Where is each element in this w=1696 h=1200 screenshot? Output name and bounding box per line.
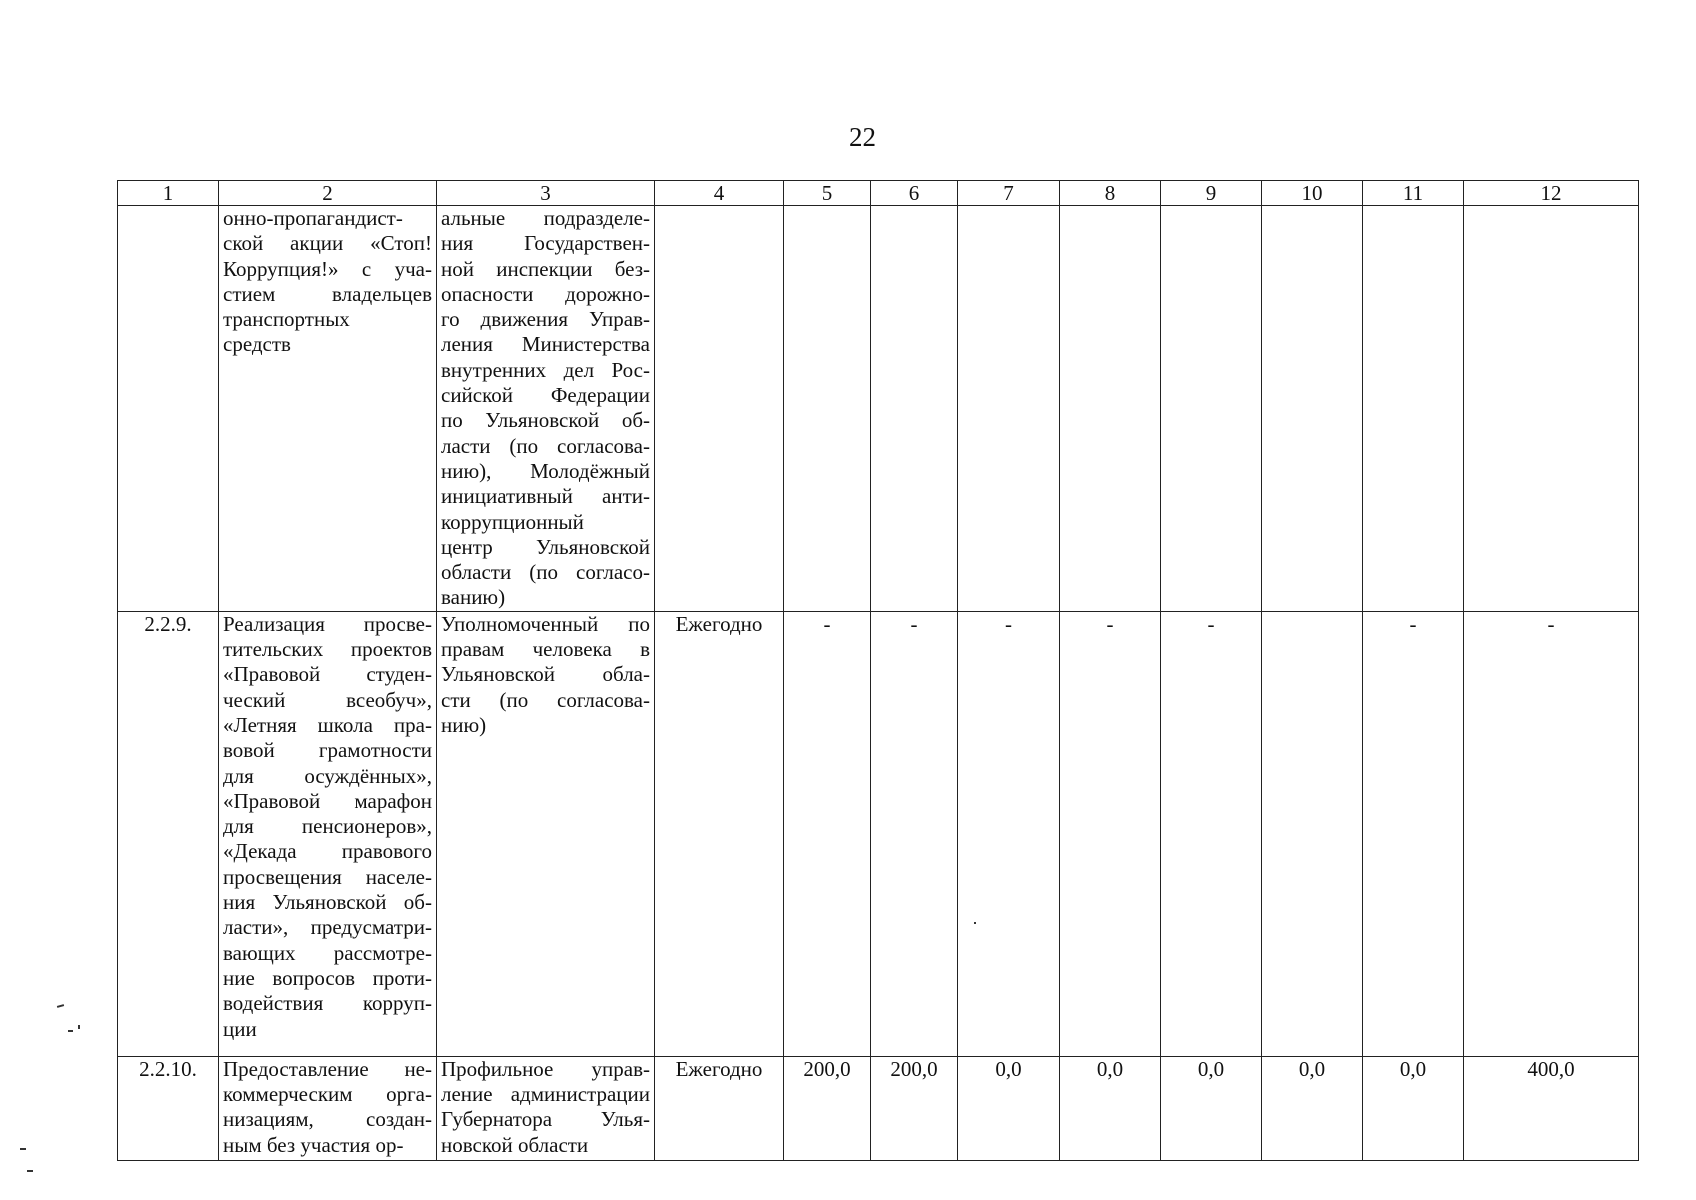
event-description <box>219 206 437 612</box>
text-line: ванию) <box>441 585 506 610</box>
text-line: нию) <box>441 712 487 737</box>
scan-mark <box>68 1030 73 1032</box>
text-line: низациям, создан- <box>223 1107 432 1132</box>
text-line: Уполномоченный по <box>441 611 650 636</box>
text-line: ния Государствен- <box>441 231 650 256</box>
header-cell: 8 <box>1060 181 1161 206</box>
text-line: Ульяновской обла- <box>441 662 650 687</box>
responsible-executor <box>437 1056 655 1160</box>
text-line: нию), Молодёжный <box>441 458 650 483</box>
text-line: ческий всеобуч», <box>223 687 432 712</box>
value-cell: - <box>871 611 958 1056</box>
period: Ежегодно <box>655 1056 784 1160</box>
header-cell: 7 <box>958 181 1060 206</box>
value-cell <box>1262 206 1363 612</box>
header-cell: 9 <box>1161 181 1262 206</box>
text-line: просвещения населе- <box>223 864 432 889</box>
text-line: средств <box>223 332 291 357</box>
text-line: сти (по согласова- <box>441 687 650 712</box>
header-cell: 4 <box>655 181 784 206</box>
period: Ежегодно <box>655 611 784 1056</box>
table-row <box>118 611 1639 1056</box>
value-cell <box>1060 206 1161 612</box>
value-cell: - <box>1363 611 1464 1056</box>
header-cell: 1 <box>118 181 219 206</box>
scan-mark <box>57 1004 64 1008</box>
text-line: вовой грамотности <box>223 738 432 763</box>
value-cell: 0,0 <box>1060 1056 1161 1160</box>
page-number: 22 <box>849 122 876 152</box>
event-description <box>219 1056 437 1160</box>
text-line: инициативный анти- <box>441 484 650 509</box>
event-description <box>219 611 437 1056</box>
header-cell: 2 <box>219 181 437 206</box>
value-cell: - <box>1060 611 1161 1056</box>
value-cell: 0,0 <box>1161 1056 1262 1160</box>
value-cell: - <box>784 611 871 1056</box>
text-line: стием владельцев <box>223 281 432 306</box>
text-line: водействия корруп- <box>223 991 432 1016</box>
text-line: внутренних дел Рос- <box>441 357 650 382</box>
text-line: тительских проектов <box>223 637 432 662</box>
text-line: Коррупция!» с уча- <box>223 256 432 281</box>
text-line: по Ульяновской об- <box>441 408 650 433</box>
text-line: ным без участия ор- <box>223 1132 404 1157</box>
text-line: «Декада правового <box>223 839 432 864</box>
program-table <box>117 180 1639 1161</box>
text-line: онно-пропагандист- <box>223 206 403 230</box>
text-line: ния Ульяновской об- <box>223 890 432 915</box>
value-cell: 0,0 <box>1363 1056 1464 1160</box>
value-cell: 200,0 <box>871 1056 958 1160</box>
header-row <box>118 181 1639 206</box>
value-cell <box>784 206 871 612</box>
header-cell: 11 <box>1363 181 1464 206</box>
text-line: вающих рассмотре- <box>223 940 432 965</box>
text-line: альные подразделе- <box>441 206 650 230</box>
period <box>655 206 784 612</box>
responsible-executor <box>437 206 655 612</box>
text-line: транспортных <box>223 307 350 332</box>
value-cell <box>871 206 958 612</box>
text-line: Реализация просве- <box>223 611 432 636</box>
text-line: го движения Управ- <box>441 307 650 332</box>
scan-mark <box>27 1170 33 1172</box>
text-line: сийской Федерации <box>441 383 650 408</box>
value-cell: 200,0 <box>784 1056 871 1160</box>
table-row <box>118 206 1639 612</box>
text-line: Профильное управ- <box>441 1056 650 1081</box>
header-cell: 12 <box>1464 181 1639 206</box>
responsible-executor <box>437 611 655 1056</box>
text-line: коммерческим орга- <box>223 1082 432 1107</box>
value-cell: - <box>1161 611 1262 1056</box>
row-number: 2.2.9. <box>118 611 219 1056</box>
value-cell <box>958 206 1060 612</box>
header-cell: 3 <box>437 181 655 206</box>
value-cell: - <box>1464 611 1639 1056</box>
text-line: для осуждённых», <box>223 763 432 788</box>
value-cell: 0,0 <box>958 1056 1060 1160</box>
text-line: центр Ульяновской <box>441 534 650 559</box>
header-cell: 5 <box>784 181 871 206</box>
value-cell <box>1161 206 1262 612</box>
text-line: ской акции «Стоп! <box>223 231 432 256</box>
text-line: для пенсионеров», <box>223 814 432 839</box>
value-cell <box>1262 611 1363 1056</box>
text-line: «Правовой марафон <box>223 788 432 813</box>
text-line: Предоставление не- <box>223 1056 432 1081</box>
text-line: области (по согласо- <box>441 560 650 585</box>
scan-mark <box>20 1148 26 1150</box>
value-cell: - <box>958 611 1060 1056</box>
scan-mark <box>78 1025 80 1029</box>
text-line: новской области <box>441 1132 589 1157</box>
row-number: 2.2.10. <box>118 1056 219 1160</box>
header-cell: 6 <box>871 181 958 206</box>
text-line: «Правовой студен- <box>223 662 432 687</box>
text-line: ной инспекции без- <box>441 256 650 281</box>
text-line: ление администрации <box>441 1082 650 1107</box>
text-line: ласти», предусматри- <box>223 915 432 940</box>
scan-mark <box>974 922 976 924</box>
value-cell: 400,0 <box>1464 1056 1639 1160</box>
text-line: Губернатора Улья- <box>441 1107 650 1132</box>
header-cell: 10 <box>1262 181 1363 206</box>
text-line: ции <box>223 1016 257 1041</box>
row-number <box>118 206 219 612</box>
text-line: «Летняя школа пра- <box>223 712 432 737</box>
text-line: правам человека в <box>441 637 650 662</box>
text-line: коррупционный <box>441 509 584 534</box>
text-line: ние вопросов проти- <box>223 965 432 990</box>
value-cell <box>1363 206 1464 612</box>
text-line: опасности дорожно- <box>441 281 650 306</box>
text-line: ласти (по согласова- <box>441 433 650 458</box>
text-line: ления Министерства <box>441 332 650 357</box>
table-row <box>118 1056 1639 1160</box>
value-cell: 0,0 <box>1262 1056 1363 1160</box>
value-cell <box>1464 206 1639 612</box>
